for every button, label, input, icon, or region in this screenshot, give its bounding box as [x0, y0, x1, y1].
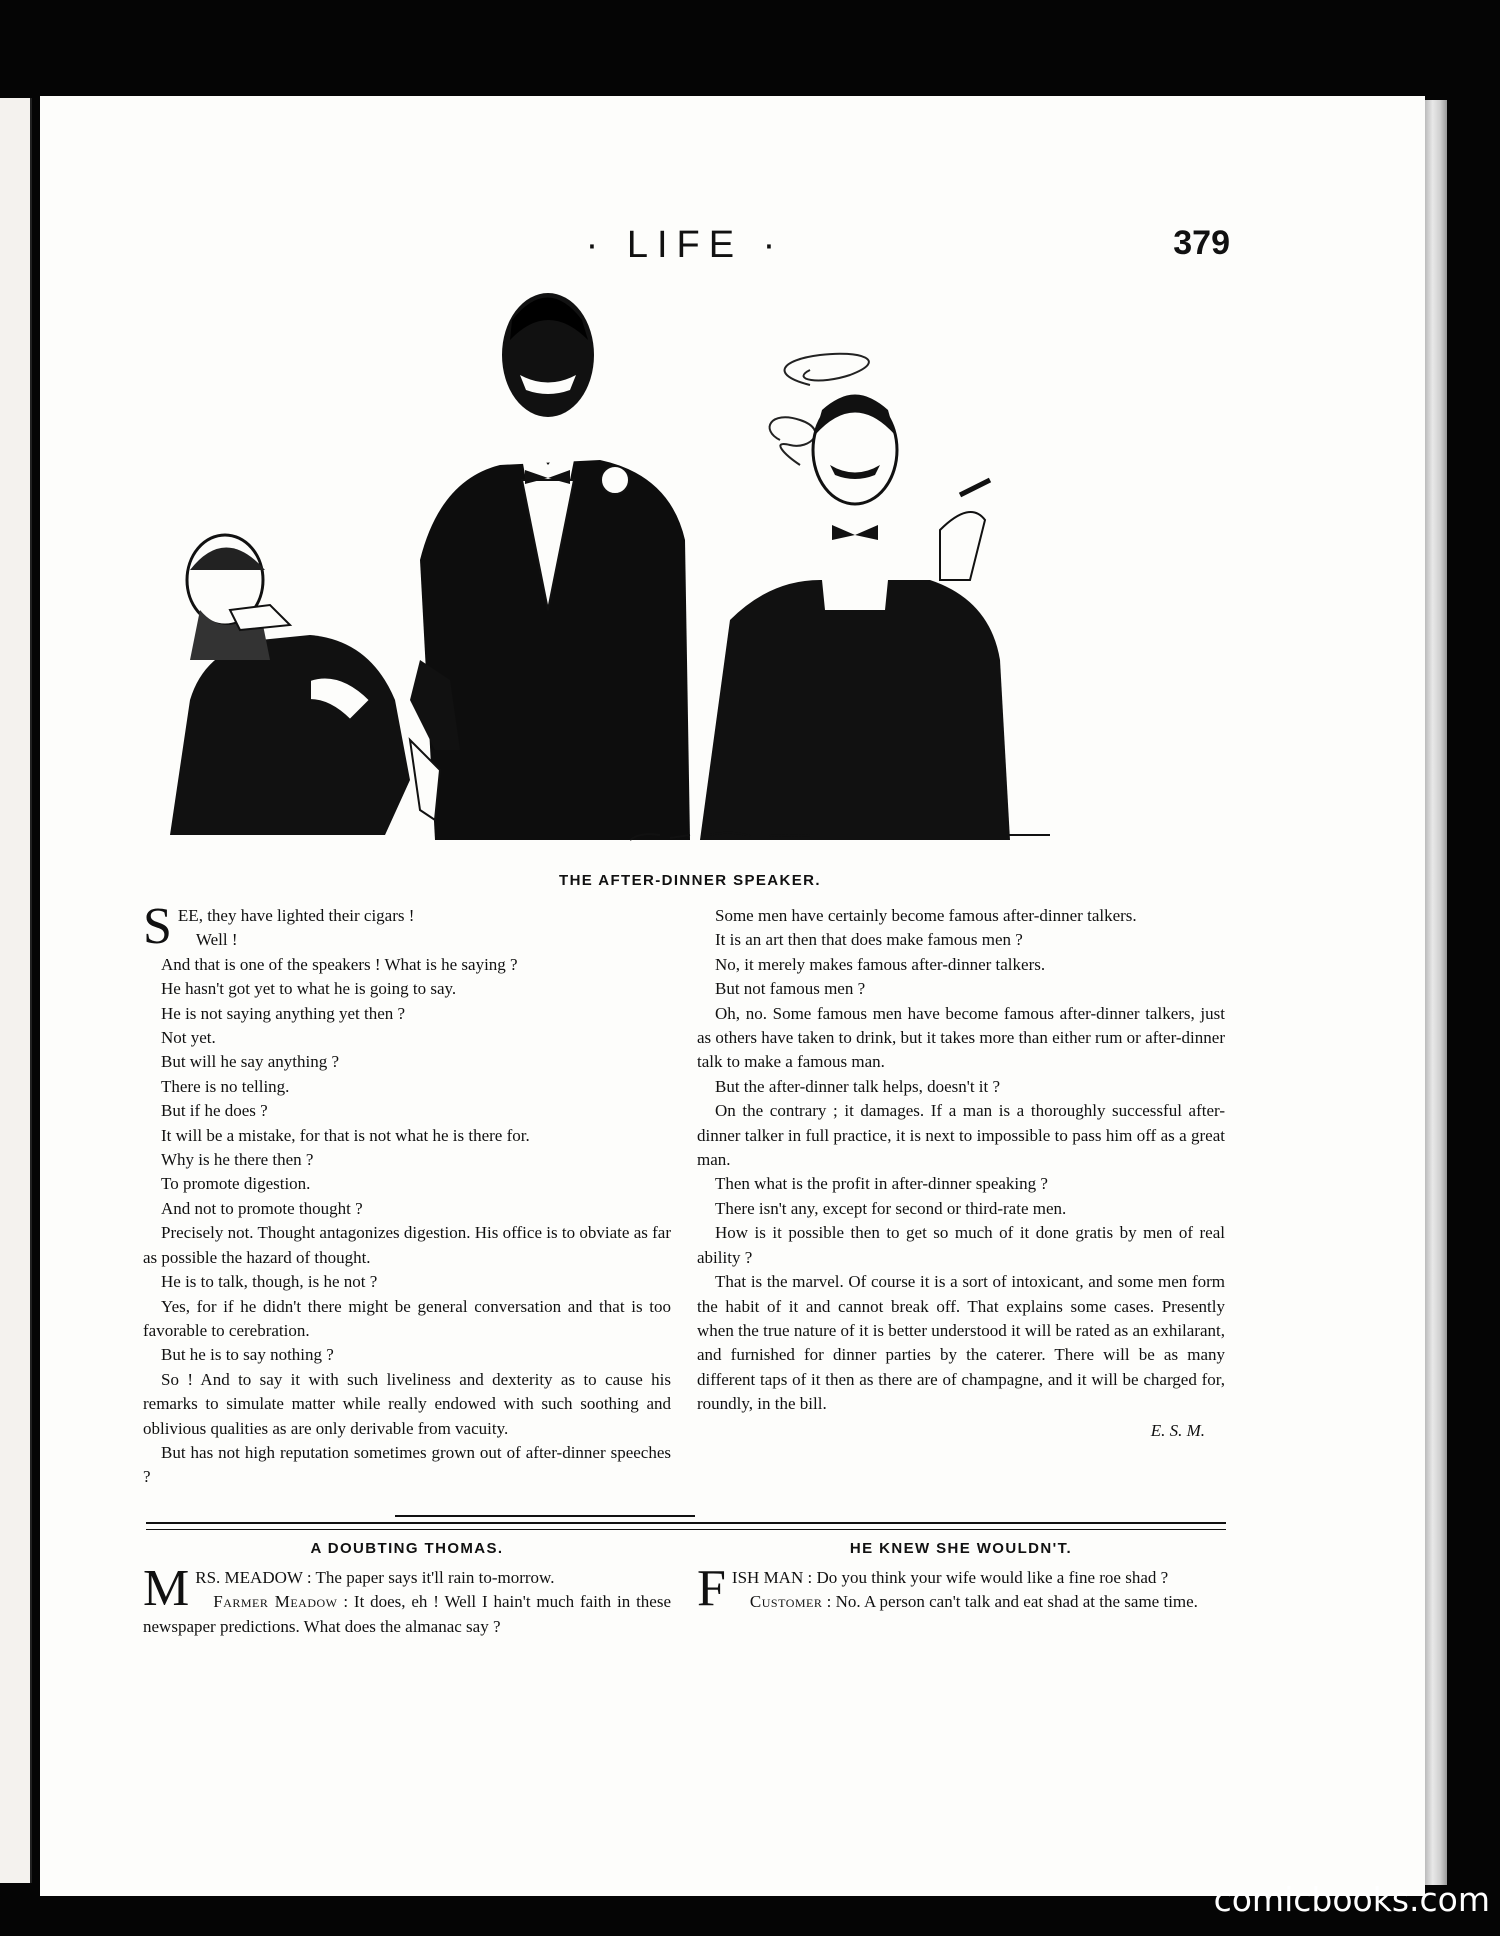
doubting-thomas-body: [143, 1560, 671, 1639]
article-paragraph: But he is to say nothing ?: [161, 1345, 334, 1365]
article-paragraph: There is no telling.: [161, 1076, 290, 1096]
article-left-column: [143, 898, 671, 1490]
article-paragraph: Then what is the profit in after-dinner speaking ?: [715, 1174, 1048, 1194]
drop-cap: S: [143, 898, 172, 955]
left-page-edge: [0, 98, 32, 1883]
article-paragraph: But has not high reputation sometimes grown out of after-dinner speeches ?: [143, 1442, 671, 1487]
article-paragraph: How is it possible then to get so much of it done gratis by men of real ability ?: [697, 1223, 1225, 1267]
article-paragraph: There isn't any, except for second or third-rate men.: [715, 1198, 1067, 1218]
article-paragraph: And that is one of the speakers ! What is he saying ?: [161, 954, 518, 974]
article-paragraph: But the after-dinner talk helps, doesn't it ?: [715, 1076, 1001, 1096]
drop-cap: F: [697, 1560, 726, 1617]
article-paragraph: He is not saying anything yet then ?: [161, 1003, 406, 1023]
article-paragraph: Why is he there then ?: [161, 1150, 314, 1170]
smoke-swirl: [770, 417, 816, 465]
knew-she-wouldnt-title: HE KNEW SHE WOULDN'T.: [849, 1540, 1073, 1557]
section-divider: [146, 1522, 1226, 1530]
page-stack-edge: [1425, 100, 1447, 1885]
dialogue-line: Farmer Meadow : It does, eh ! Well I hain't much faith in these newspaper predictions. What does the almanac say ?: [143, 1592, 671, 1636]
column-end-rule: [395, 1515, 695, 1517]
dialogue-line: FISH MAN : Do you think your wife would like a fine roe shad ?: [697, 1560, 1169, 1617]
article-paragraph: SEE, they have lighted their cigars !: [143, 898, 415, 955]
seated-man-right: [700, 395, 1010, 840]
article-paragraph: To promote digestion.: [161, 1174, 311, 1194]
article-paragraph: He hasn't got yet to what he is going to say.: [161, 979, 457, 999]
illustration-caption: THE AFTER-DINNER SPEAKER.: [559, 872, 821, 889]
article-paragraph: No, it merely makes famous after-dinner talkers.: [715, 954, 1046, 974]
drop-cap: M: [143, 1560, 190, 1617]
dialogue-line: MRS. MEADOW : The paper says it'll rain to-morrow.: [143, 1560, 555, 1617]
doubting-thomas-title: A DOUBTING THOMAS.: [310, 1540, 504, 1557]
seated-man-left: [170, 535, 410, 835]
article-paragraph: That is the marvel. Of course it is a sort of intoxicant, and some men form the habit of it and cannot break off. That explains some cases. Presently when the true nature of it is better understood it will be rated as an exhilarant, and furnished for dinner parties by the caterer. There will be as many different taps of it then as there are of champagne, and it will be charged for, roundly, in the bill.: [697, 1272, 1225, 1414]
article-paragraph: Yes, for if he didn't there might be general conversation and that is too favorable to cerebration.: [143, 1296, 671, 1340]
magazine-title: · LIFE ·: [585, 224, 785, 266]
article-paragraph: But will he say anything ?: [161, 1052, 340, 1072]
article-paragraph: But not famous men ?: [715, 979, 866, 999]
standing-speaker: [410, 293, 690, 840]
dialogue-line: Customer : No. A person can't talk and eat shad at the same time.: [749, 1592, 1198, 1612]
article-paragraph: It will be a mistake, for that is not what he is there for.: [161, 1125, 530, 1145]
article-paragraph: He is to talk, though, is he not ?: [161, 1272, 378, 1292]
smoke-swirl: [785, 354, 869, 385]
article-paragraph: Not yet.: [161, 1028, 216, 1048]
article-paragraph: And not to promote thought ?: [161, 1198, 363, 1218]
article-paragraph: It is an art then that does make famous men ?: [715, 930, 1023, 950]
article-right-column: [697, 904, 1225, 1443]
after-dinner-illustration: [170, 280, 1210, 870]
article-paragraph: Precisely not. Thought antagonizes digestion. His office is to obviate as far as possible the hazard of thought.: [143, 1223, 671, 1267]
site-watermark: comicbooks.com: [1213, 1880, 1490, 1919]
article-paragraph: So ! And to say it with such liveliness and dexterity as to cause his remarks to simulate matter while really endowed with such soothing and oblivious qualities as are only derivable from vacuity.: [143, 1369, 671, 1438]
knew-she-wouldnt-body: [697, 1560, 1225, 1617]
article-paragraph: Well !: [195, 930, 238, 950]
page-number: 379: [1173, 224, 1230, 262]
article-paragraph: Oh, no. Some famous men have become famous after-dinner talkers, just as others have taken to drink, but it takes more than either rum or after-dinner talk to make a famous man.: [697, 1003, 1225, 1072]
article-paragraph: But if he does ?: [161, 1101, 268, 1121]
article-paragraph: Some men have certainly become famous after-dinner talkers.: [715, 906, 1137, 925]
author-signature: E. S. M.: [1150, 1420, 1205, 1440]
article-paragraph: On the contrary ; it damages. If a man is a thoroughly successful after-dinner talker in full practice, it is next to impossible to pass him off as a great man.: [697, 1101, 1225, 1170]
